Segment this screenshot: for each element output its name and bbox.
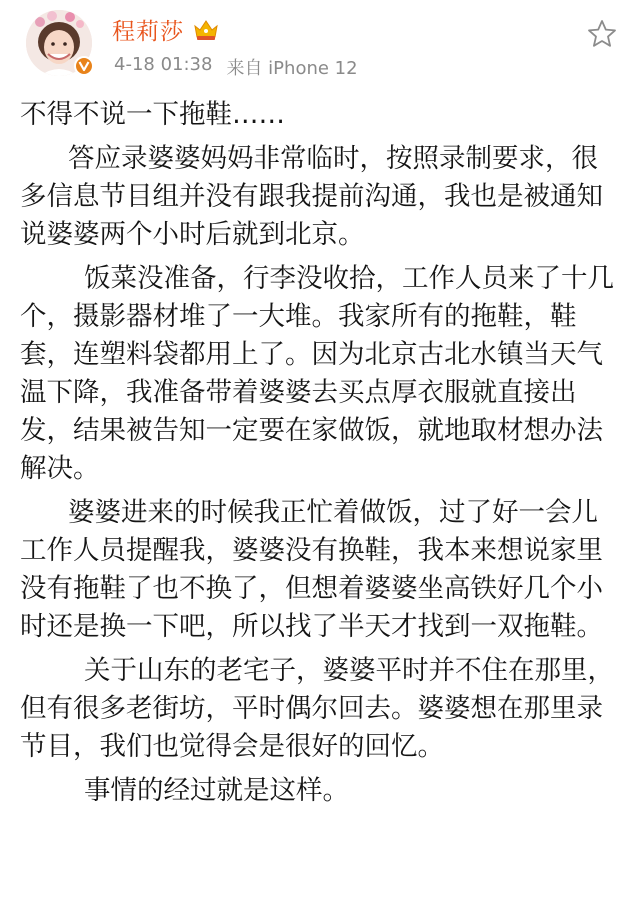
- post-paragraph: 关于山东的老宅子，婆婆平时并不住在那里，但有很多老街坊，平时偶尔回去。婆婆想在那里录节目，我们也觉得会是很好的回忆。: [20, 655, 614, 762]
- post-header: [0, 0, 640, 92]
- favorite-button[interactable]: [586, 18, 618, 50]
- author-row: [112, 12, 220, 46]
- star-outline-icon: [586, 18, 618, 50]
- post-meta: [114, 54, 358, 80]
- author-name[interactable]: 程莉莎: [112, 18, 184, 45]
- vip-crown-icon[interactable]: [192, 17, 220, 41]
- post-paragraph: 不得不说一下拖鞋……: [20, 99, 285, 130]
- post-paragraph: 事情的经过就是这样。: [84, 775, 349, 806]
- post-time: 4-18 01:38: [114, 54, 213, 75]
- post-paragraph: 答应录婆婆妈妈非常临时，按照录制要求，很多信息节目组并没有跟我提前沟通，我也是被通知说婆婆两个小时后就到北京。: [20, 143, 603, 250]
- post-paragraph: 婆婆进来的时候我正忙着做饭，过了好一会儿工作人员提醒我，婆婆没有换鞋，我本来想说家里没有拖鞋了也不换了，但想着婆婆坐高铁好几个小时还是换一下吧，所以找了半天才找到一双拖鞋。: [20, 497, 603, 642]
- verified-v-icon: [74, 56, 94, 76]
- post-paragraph: 饭菜没准备，行李没收拾，工作人员来了十几个，摄影器材堆了一大堆。我家所有的拖鞋，鞋套，连塑料袋都用上了。因为北京古北水镇当天气温下降，我准备带着婆婆去买点厚衣服就直接出发，结果被告知一定要在家做饭，就地取材想办法解决。: [20, 263, 614, 484]
- post-source[interactable]: 来自 iPhone 12: [226, 58, 358, 79]
- post-body: [20, 96, 620, 816]
